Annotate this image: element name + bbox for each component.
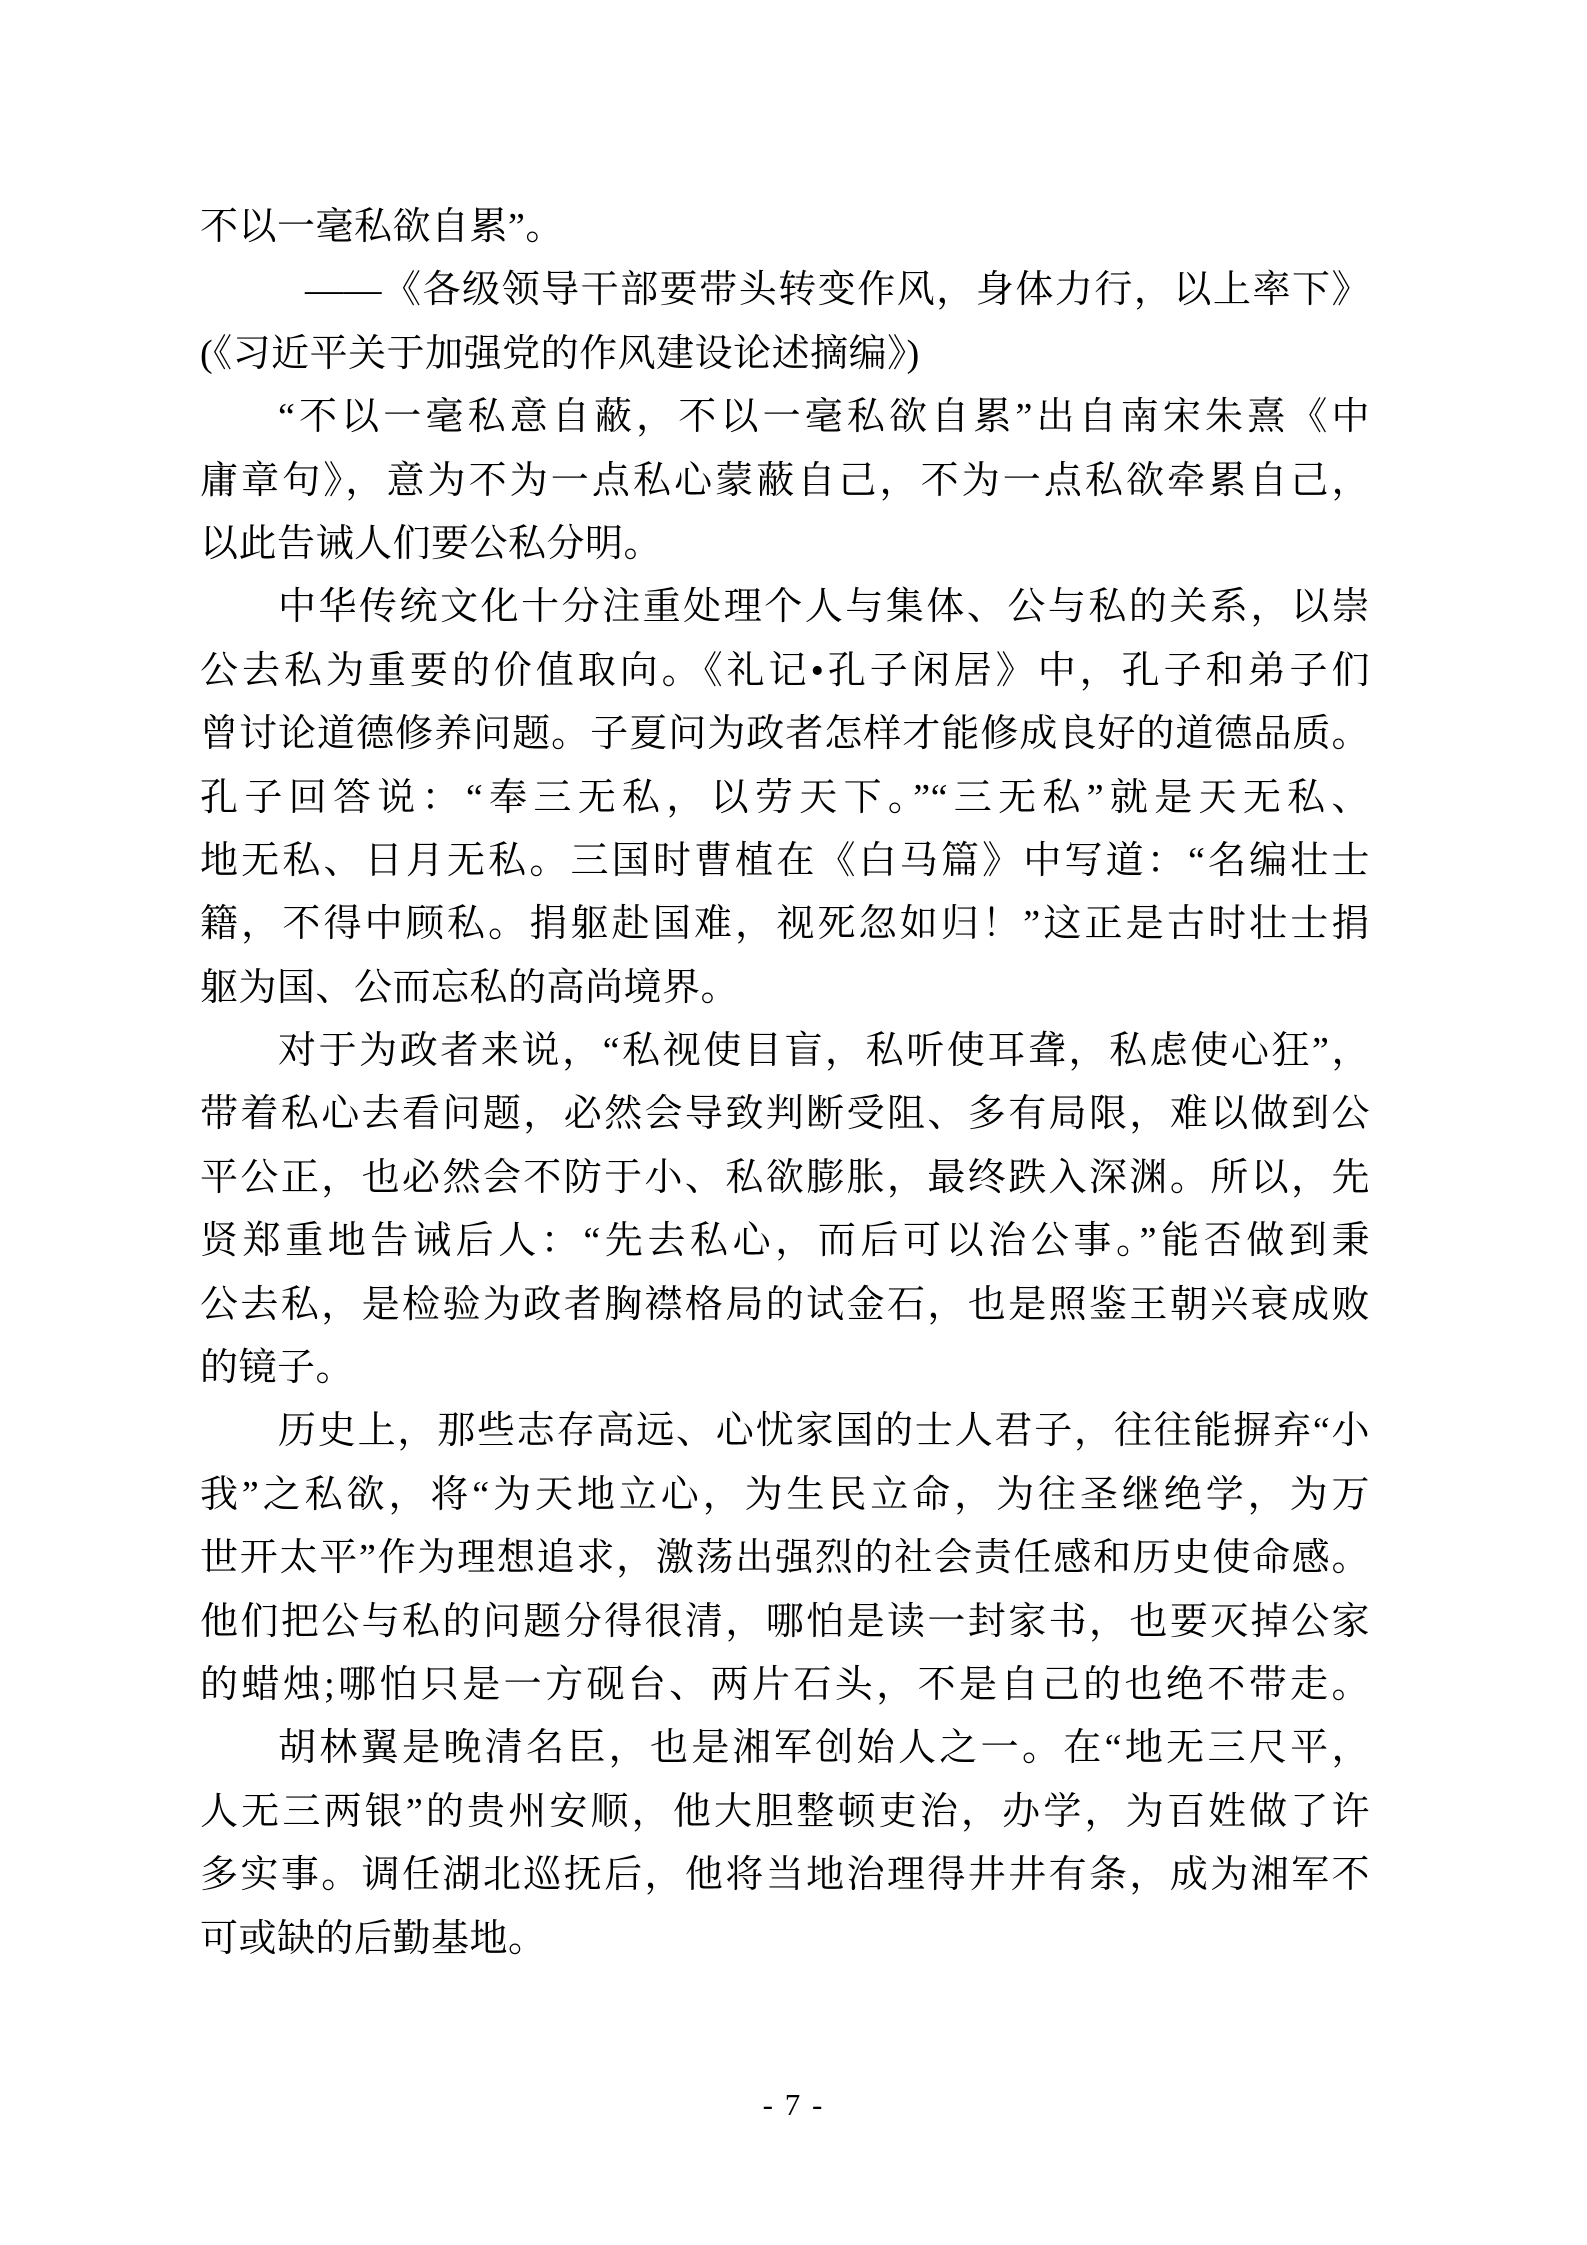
attribution-line: ——《各级领导干部要带头转变作风，身体力行，以上率下》 [305,269,1370,312]
page-number: - 7 - [762,2087,825,2122]
text-line: 孔子回答说：“奉三无私，以劳天下。”“三无私”就是天无私、 [200,776,1370,819]
text-line: 对于为政者来说，“私视使目盲，私听使耳聋，私虑使心狂”， [278,1030,1370,1073]
text-line: 的蜡烛;哪怕只是一方砚台、两片石头，不是自己的也绝不带走。 [200,1663,1370,1706]
text-line: 人无三两银”的贵州安顺，他大胆整顿吏治，办学，为百姓做了许 [200,1790,1370,1833]
text-line: 多实事。调任湖北巡抚后，他将当地治理得井井有条，成为湘军不 [200,1854,1370,1897]
text-line: “不以一毫私意自蔽，不以一毫私欲自累”出自南宋朱熹《中 [278,396,1370,439]
text-line: 历史上，那些志存高远、心忧家国的士人君子，往往能摒弃“小 [278,1410,1370,1453]
document-body [200,196,1370,1971]
text-line: 世开太平”作为理想追求，激荡出强烈的社会责任感和历史使命感。 [200,1537,1370,1580]
text-line: 公去私为重要的价值取向。《礼记•孔子闲居》中，孔子和弟子们 [200,649,1370,692]
text-line: 可或缺的后勤基地。 [200,1917,547,1960]
text-line: 中华传统文化十分注重处理个人与集体、公与私的关系，以崇 [278,586,1370,629]
text-line: 地无私、日月无私。三国时曹植在《白马篇》中写道：“名编壮士 [200,839,1370,882]
text-line: 的镜子。 [200,1347,355,1390]
text-line: 籍，不得中顾私。捐躯赴国难，视死忽如归！”这正是古时壮士捐 [200,903,1370,946]
text-line: 带着私心去看问题，必然会导致判断受阻、多有局限，难以做到公 [200,1093,1370,1136]
page-footer [0,2085,1587,2125]
text-line: 我”之私欲，将“为天地立心，为生民立命，为往圣继绝学，为万 [200,1473,1370,1516]
attribution-source-line: (《习近平关于加强党的作风建设论述摘编》) [200,332,920,375]
text-line: 胡林翼是晚清名臣，也是湘军创始人之一。在“地无三尺平， [278,1727,1370,1770]
text-line: 不以一毫私欲自累”。 [200,206,564,248]
text-line: 曾讨论道德修养问题。子夏问为政者怎样才能修成良好的道德品质。 [200,713,1370,756]
text-line: 平公正，也必然会不防于小、私欲膨胀，最终跌入深渊。所以，先 [200,1156,1370,1199]
text-line: 公去私，是检验为政者胸襟格局的试金石，也是照鉴王朝兴衰成败 [200,1283,1370,1326]
text-line: 以此告诫人们要公私分明。 [200,522,663,565]
text-line: 他们把公与私的问题分得很清，哪怕是读一封家书，也要灭掉公家 [200,1600,1370,1643]
text-line: 庸章句》，意为不为一点私心蒙蔽自己，不为一点私欲牵累自己， [200,459,1370,502]
text-line: 贤郑重地告诫后人：“先去私心，而后可以治公事。”能否做到秉 [200,1220,1370,1263]
text-line: 躯为国、公而忘私的高尚境界。 [200,966,740,1009]
